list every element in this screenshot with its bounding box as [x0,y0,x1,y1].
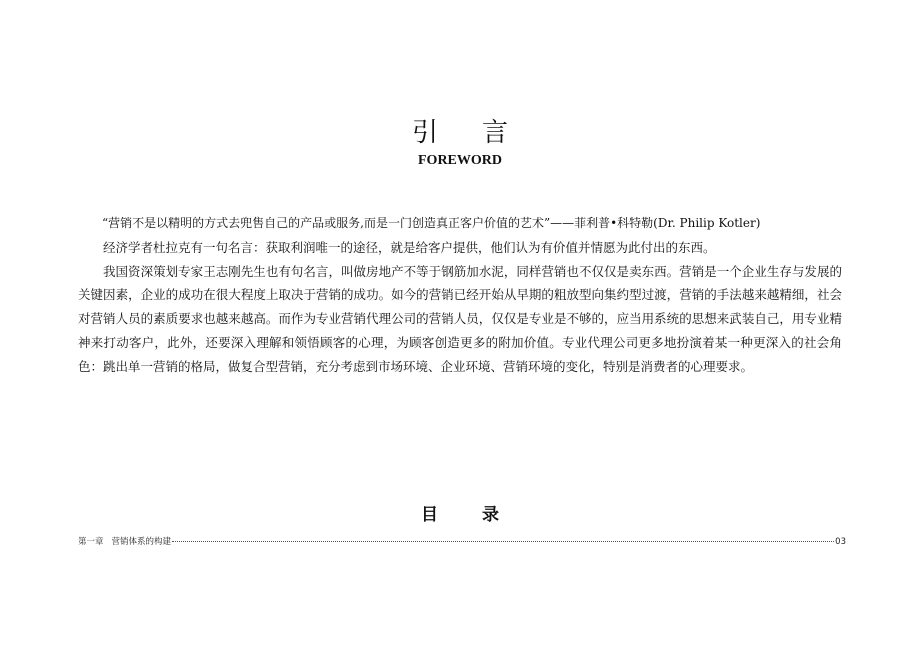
foreword-subtitle: FOREWORD [418,153,502,168]
toc-entry[interactable] [78,535,846,547]
foreword-paragraph-1: 经济学者杜拉克有一句名言：获取利润唯一的途径，就是给客户提供，他们认为有价值并情愿为此付出的东西。 [103,239,716,255]
toc-entry-chapter: 第一章 [78,537,104,547]
foreword-title [0,112,920,149]
foreword-title-char-2: 言 [482,118,509,148]
foreword-paragraph-2: 我国资深策划专家王志刚先生也有句名言，叫做房地产不等于钢筋加水泥，同样营销也不仅仅是卖东西。营销是一个企业生存与发展的关键因素，企业的成功在很大程度上取决于营销的成功。如今的营销已经开始从早期的粗放型向集约型过渡，营销的手法越来越精细，社会对营销人员的素质要求也越来越高。而作为专业营销代理公司的营销人员，仅仅是专业是不够的，应当用系统的思想来武装自己，用专业精神来打动客户，此外，还要深入理解和领悟顾客的心理，为顾客创造更多的附加价值。专业代理公司更多地扮演着某一种更深入的社会角色：跳出单一营销的格局，做复合型营销，充分考虑到市场环境、企业环境、营销环境的变化，特别是消费者的心理要求。 [78,263,842,374]
toc-title [0,500,920,525]
toc-title-char-2: 录 [482,505,499,525]
toc-dot-leader [172,541,834,542]
toc-entry-name: 营销体系的构建 [111,537,172,547]
foreword-body [78,212,842,379]
toc-entry-page: 03 [835,537,846,547]
foreword-title-char-1: 引 [411,118,438,148]
toc-title-char-1: 目 [421,505,438,525]
kotler-quote: “营销不是以精明的方式去兜售自己的产品或服务,而是一门创造真正客户价值的艺术”——菲利普•科特勒(Dr. Philip Kotler) [102,216,761,230]
